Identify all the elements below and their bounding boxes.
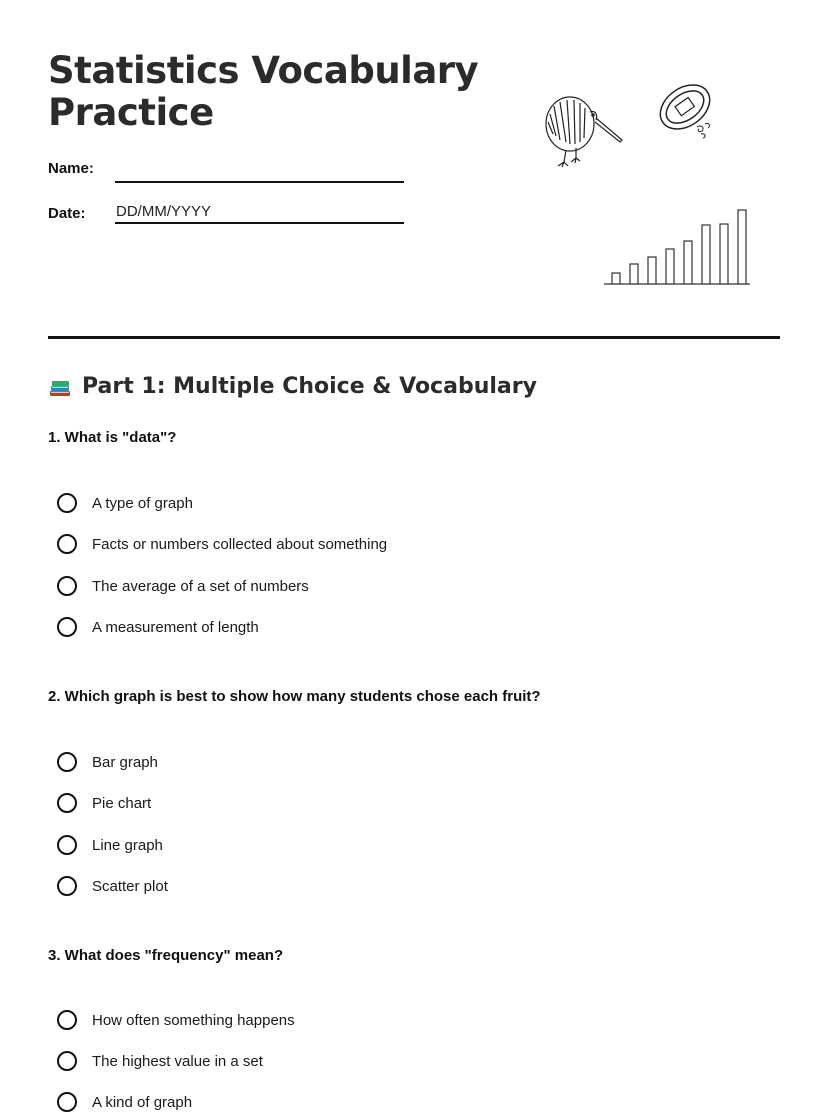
q3-option-b[interactable] (57, 1048, 263, 1074)
option-label: Scatter plot (92, 877, 168, 895)
section-title-text: Part 1: Multiple Choice & Vocabulary (82, 374, 537, 399)
section-divider (48, 336, 780, 339)
question-3: 3. What does "frequency" mean? (48, 947, 284, 964)
radio-button[interactable] (57, 876, 77, 896)
option-label: How often something happens (92, 1011, 295, 1029)
q1-option-b[interactable] (57, 531, 387, 557)
q1-option-a[interactable] (57, 490, 193, 516)
radio-button[interactable] (57, 1051, 77, 1071)
option-label: The average of a set of numbers (92, 577, 309, 595)
option-label: A measurement of length (92, 618, 259, 636)
q2-option-a[interactable] (57, 749, 158, 775)
section-heading (48, 374, 537, 399)
radio-button[interactable] (57, 1092, 77, 1112)
bar-graph-illustration (602, 205, 754, 289)
q2-option-c[interactable] (57, 832, 163, 858)
q3-option-c[interactable] (57, 1089, 192, 1115)
name-label: Name: (48, 160, 94, 177)
q3-option-a[interactable] (57, 1007, 295, 1033)
q2-option-b[interactable] (57, 790, 151, 816)
q1-option-c[interactable] (57, 573, 309, 599)
radio-button[interactable] (57, 617, 77, 637)
q1-option-d[interactable] (57, 614, 259, 640)
page-title: Statistics Vocabulary Practice (48, 49, 479, 134)
name-field[interactable] (115, 161, 404, 183)
radio-button[interactable] (57, 793, 77, 813)
option-label: Pie chart (92, 794, 152, 812)
rugby-ball-illustration (655, 80, 720, 142)
option-label: Line graph (92, 836, 163, 854)
question-1: 1. What is "data"? (48, 429, 177, 446)
option-label: A type of graph (92, 494, 193, 512)
radio-button[interactable] (57, 576, 77, 596)
q2-option-d[interactable] (57, 873, 168, 899)
kiwi-bird-illustration (540, 90, 630, 170)
radio-button[interactable] (57, 1010, 77, 1030)
radio-button[interactable] (57, 534, 77, 554)
option-label: Facts or numbers collected about something (92, 535, 388, 553)
books-icon (48, 375, 72, 399)
option-label: Bar graph (92, 753, 158, 771)
radio-button[interactable] (57, 493, 77, 513)
question-2: 2. Which graph is best to show how many students chose each fruit? (48, 688, 541, 705)
radio-button[interactable] (57, 752, 77, 772)
date-field[interactable]: DD/MM/YYYY (115, 202, 404, 224)
option-label: The highest value in a set (92, 1052, 263, 1070)
radio-button[interactable] (57, 835, 77, 855)
date-label: Date: (48, 205, 86, 222)
option-label: A kind of graph (92, 1093, 193, 1111)
